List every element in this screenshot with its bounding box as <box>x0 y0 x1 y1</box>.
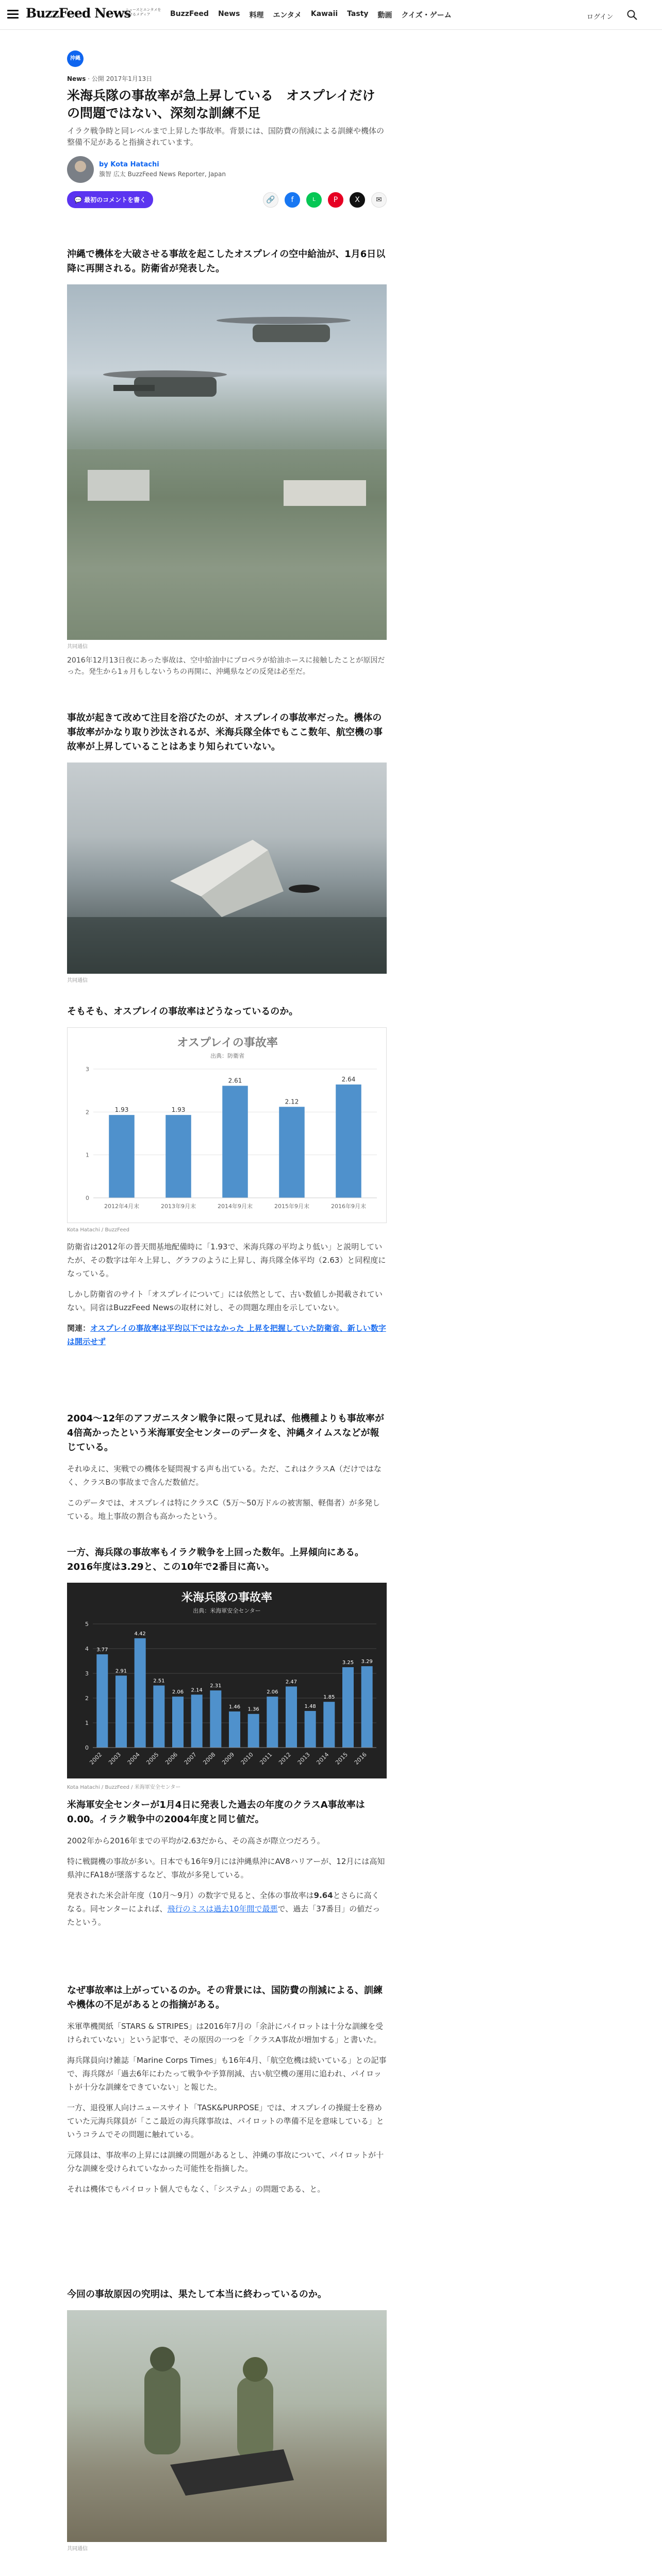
site-logo[interactable]: BuzzFeed News <box>26 6 131 21</box>
bar <box>323 1702 335 1748</box>
data-label: 3.77 <box>96 1647 108 1653</box>
x-tick-label: 2005 <box>145 1751 160 1766</box>
article-column <box>67 30 387 208</box>
osprey-refuel-photo <box>67 284 387 640</box>
wreckage-image <box>67 762 387 974</box>
data-label: 1.93 <box>114 1106 129 1114</box>
data-label: 2.91 <box>115 1668 127 1674</box>
body-paragraph: 2002年から2016年までの平均が2.63だから、その高さが際立つだろう。 <box>67 1836 325 1845</box>
data-label: 4.42 <box>134 1631 146 1637</box>
bar <box>229 1711 240 1748</box>
bar <box>267 1697 278 1748</box>
pinterest-icon[interactable]: P <box>328 192 343 208</box>
comment-button[interactable]: 💬 最初のコメントを書く <box>67 191 153 208</box>
p8-part-a: 発表された米会計年度（10月〜9月）の数字で見ると、全体の事故率は <box>67 1891 314 1900</box>
x-tick-label: 2006 <box>164 1751 179 1766</box>
y-tick-label: 3 <box>86 1066 89 1073</box>
bar <box>191 1694 203 1748</box>
data-label: 2.51 <box>153 1678 165 1684</box>
data-label: 1.36 <box>247 1706 259 1713</box>
chart-title: 米海兵隊の事故率 <box>181 1591 273 1604</box>
soldiers-photo <box>67 2310 387 2542</box>
data-label: 2.06 <box>172 1689 184 1696</box>
facebook-icon[interactable]: f <box>285 192 300 208</box>
body-paragraph: しかし防衛省のサイト「オスプレイについて」には依然として、古い数値しか掲載されていない。同省はBuzzFeed Newsの取材に対し、その問題な理由を示していない。 <box>67 1290 383 1312</box>
x-tick-label: 2007 <box>183 1751 198 1766</box>
p8-link[interactable]: 飛行のミスは過去10年間で最悪 <box>167 1904 278 1913</box>
x-tick-label: 2003 <box>107 1751 123 1766</box>
mail-icon[interactable]: ✉ <box>371 192 387 208</box>
section-label[interactable]: News <box>67 75 86 82</box>
body-paragraph: このデータでは、オスプレイは特にクラスC（5万〜50万ドルの被害額、軽傷者）が多発している。地上事故の割合も高かったという。 <box>67 1498 380 1521</box>
nav-item-quiz[interactable]: クイズ・ゲーム <box>401 11 452 20</box>
related-inline-link[interactable]: オスプレイの事故率は平均以下ではなかった 上昇を把握していた防衛省、新しい数字は開示せず <box>67 1324 386 1346</box>
bar <box>115 1675 127 1748</box>
data-label: 2.61 <box>228 1077 242 1084</box>
y-tick-label: 0 <box>85 1744 89 1751</box>
x-tick-label: 2009 <box>221 1751 236 1766</box>
related-inline <box>67 1321 387 1348</box>
x-tick-label: 2015年9月末 <box>274 1203 309 1210</box>
section-7 <box>67 1984 387 2196</box>
logo-tagline: ニュースとエンタメを届けるメディア <box>125 8 161 16</box>
data-label: 2.31 <box>210 1683 222 1689</box>
body-paragraph: 一方、退役軍人向けニュースサイト「TASK&PURPOSE」では、オスプレイの操縦士を務めていた元海兵隊員が「ここ最近の海兵隊事故は、パイロットの準備不足を意味している」というコラムでその問題に触れている。 <box>67 2103 384 2139</box>
article-title: 米海兵隊の事故率が急上昇している オスプレイだけの問題ではない、深刻な訓練不足 <box>67 88 375 121</box>
bar <box>172 1697 184 1748</box>
photo-credit: 共同通信 <box>67 644 88 650</box>
crash-site-photo <box>67 762 387 974</box>
x-tick-label: 2015 <box>334 1751 350 1766</box>
bar <box>305 1711 316 1748</box>
data-label: 1.93 <box>171 1106 186 1114</box>
x-tick-label: 2004 <box>126 1751 141 1766</box>
x-tick-label: 2016年9月末 <box>331 1203 366 1210</box>
data-label: 1.46 <box>228 1704 241 1710</box>
comment-button-label: 最初のコメントを書く <box>84 196 146 204</box>
section-1 <box>67 247 387 677</box>
y-tick-label: 1 <box>85 1720 89 1726</box>
related-inline-label: 関連： <box>67 1324 91 1333</box>
x-tick-label: 2012年4月末 <box>104 1203 139 1210</box>
marine-accident-rate-chart <box>67 1583 387 1778</box>
nav-item-news[interactable]: News <box>218 10 240 18</box>
y-tick-label: 5 <box>85 1621 89 1628</box>
data-label: 2.06 <box>267 1689 278 1696</box>
bar <box>222 1086 248 1198</box>
data-label: 1.48 <box>304 1703 316 1709</box>
y-tick-label: 0 <box>86 1195 89 1201</box>
body-paragraph: 米軍準機関紙「STARS & STRIPES」は2016年7月の「余計にパイロットは十分な訓練を受けられていない」という記事で、その原因の一つを「クラスA事故が増加する」と書いた。 <box>67 2022 383 2044</box>
bar <box>96 1654 108 1748</box>
author-role: 籏智 広太 BuzzFeed News Reporter, Japan <box>99 171 226 178</box>
body-paragraph: 特に戦闘機の事故が多い。日本でも16年9月には沖縄県沖にAV8ハリアーが、12月には高知県沖にFA18が墜落するなど、事故が多発している。 <box>67 1857 385 1879</box>
p8-part-c: とさらに高くなる。同センターによれば、 <box>67 1891 379 1913</box>
data-label: 2.64 <box>341 1076 356 1083</box>
share-icons <box>263 192 387 208</box>
body-paragraph: 防衛省は2012年の普天間基地配備時に「1.93で、米海兵隊の平均より低い」と説明していたが、その数字は年々上昇し、グラフのように上昇し、海兵隊全体平均（2.63）と同程度になっている。 <box>67 1242 386 1278</box>
photo-credit: 共同通信 <box>67 2546 88 2552</box>
bar <box>336 1084 361 1198</box>
bar <box>166 1115 191 1198</box>
x-tick-label: 2008 <box>202 1751 217 1766</box>
lead-paragraph: 今回の事故原因の究明は、果たして本当に終わっているのか。 <box>67 2289 327 2300</box>
menu-icon[interactable] <box>7 10 19 19</box>
lead-paragraph: 一方、海兵隊の事故率もイラク戦争を上回った数年。上昇傾向にある。2016年度は3.29と、この10年で2番目に高い。 <box>67 1547 364 1572</box>
section-4 <box>67 1412 387 1523</box>
body-paragraph <box>67 1889 387 1929</box>
lead-paragraph: 米海軍安全センターが1月4日に発表した過去の年度のクラスA事故率は0.00。イラク戦争中の2004年度と同じ値だ。 <box>67 1800 365 1825</box>
data-label: 2.47 <box>285 1679 297 1685</box>
nav-item-food[interactable]: 料理 <box>249 11 264 20</box>
photo-credit: 共同通信 <box>67 978 88 984</box>
x-tick-label: 2012 <box>277 1751 293 1766</box>
body-paragraph: それは機体でもパイロット個人でもなく、「システム」の問題である、と。 <box>67 2184 325 2194</box>
login-link[interactable]: ログイン <box>587 13 614 21</box>
nav-item-entertainment[interactable]: エンタメ <box>273 11 302 20</box>
bar <box>361 1666 373 1748</box>
y-tick-label: 2 <box>85 1695 89 1702</box>
bar <box>286 1686 297 1748</box>
p8-part-d: で、過去「37番目」の値だったという。 <box>67 1904 380 1927</box>
p8-rate: 9.64 <box>313 1891 333 1900</box>
y-tick-label: 1 <box>86 1151 89 1159</box>
section-2 <box>67 711 387 984</box>
lead-paragraph: 沖縄で機体を大破させる事故を起こしたオスプレイの空中給油が、1月6日以降に再開される。防衛省が発表した。 <box>67 249 386 274</box>
chart-subtitle: 出典：米海軍安全センター <box>193 1607 261 1614</box>
section-5 <box>67 1546 387 1790</box>
data-label: 2.12 <box>285 1098 299 1106</box>
share-bar <box>67 191 387 208</box>
chart-credit: Kota Hatachi / BuzzFeed / 米海軍安全センター <box>67 1785 181 1790</box>
x-tick-label: 2011 <box>258 1751 274 1766</box>
top-navigation-bar <box>0 0 662 30</box>
body-paragraph: それゆえに、実戦での機体を疑問視する声も出ている。ただ、これはクラスA（だけではなく、クラスBの事故まで含んだ数値だ。 <box>67 1464 382 1487</box>
x-tick-label: 2016 <box>353 1751 368 1766</box>
bar <box>135 1638 146 1748</box>
article-dek: イラク戦争時と同レベルまで上昇した事故率。背景には、国防費の削減による訓練や機体の整備不足があると指摘されています。 <box>67 126 385 147</box>
x-tick-label: 2013 <box>296 1751 311 1766</box>
lead-paragraph: なぜ事故率は上がっているのか。その背景には、国防費の削減による、訓練や機体の不足があるとの指摘がある。 <box>67 1985 383 2010</box>
chart-credit: Kota Hatachi / BuzzFeed <box>67 1227 129 1233</box>
y-tick-label: 4 <box>85 1646 89 1652</box>
article-meta: News · 公開 2017年1月13日 <box>67 75 153 82</box>
y-tick-label: 3 <box>85 1670 89 1677</box>
lead-paragraph: 2004〜12年のアフガニスタン戦争に限って見れば、他機種よりも事故率が4倍高かったという米海軍安全センターのデータを、沖縄タイムスなどが報じている。 <box>67 1413 384 1453</box>
section-8 <box>67 2287 387 2552</box>
osprey-aircraft-image <box>67 284 387 640</box>
x-icon[interactable]: X <box>350 192 365 208</box>
soldiers-image <box>67 2310 387 2542</box>
lead-paragraph: 事故が起きて改めて注目を浴びたのが、オスプレイの事故率だった。機体の事故率がかなり取り沙汰されるが、米海兵隊全体でもここ数年、航空機の事故率が上昇していることはあまり知られていない。 <box>67 713 383 752</box>
data-label: 3.25 <box>342 1660 354 1666</box>
bar <box>342 1667 354 1748</box>
x-tick-label: 2002 <box>88 1751 104 1766</box>
data-label: 2.14 <box>191 1687 203 1693</box>
x-tick-label: 2014 <box>315 1751 330 1766</box>
nav-item-tasty[interactable]: Tasty <box>347 10 369 18</box>
author-name[interactable]: by Kota Hatachi <box>99 161 159 168</box>
y-tick-label: 2 <box>86 1109 89 1116</box>
topic-badge[interactable]: 沖縄 <box>67 50 84 67</box>
bar <box>210 1690 221 1748</box>
author-avatar[interactable] <box>67 156 94 183</box>
bar <box>248 1714 259 1748</box>
data-label: 1.85 <box>323 1694 335 1701</box>
publish-date: 公開 2017年1月13日 <box>91 75 153 82</box>
chart-title: オスプレイの事故率 <box>177 1037 278 1049</box>
nav-item-kawaii[interactable]: Kawaii <box>310 10 338 18</box>
section-3 <box>67 1005 387 1348</box>
lead-paragraph: そもそも、オスプレイの事故率はどうなっているのか。 <box>67 1006 299 1017</box>
x-tick-label: 2014年9月末 <box>218 1203 253 1210</box>
x-tick-label: 2013年9月末 <box>161 1203 196 1210</box>
osprey-accident-rate-chart <box>67 1027 387 1223</box>
photo-caption: 2016年12月13日夜にあった事故は、空中給油中にプロペラが給油ホースに接触したことが原因だった。発生から1ヵ月もしないうちの再開に、沖縄県などの反発は必至だ。 <box>67 656 385 676</box>
bar <box>109 1115 135 1198</box>
line-icon[interactable]: L <box>306 192 322 208</box>
body-paragraph: 海兵隊員向け雑誌「Marine Corps Times」も16年4月、「航空危機は続いている」との記事で、海兵隊が「過去6年にわたって戦争や予算削減、古い航空機の運用に追われ、パイロットが十分な訓練をできていない」と報じた。 <box>67 2056 387 2092</box>
bar <box>279 1107 305 1198</box>
primary-nav <box>170 10 452 20</box>
body-paragraph: 元隊員は、事故率の上昇には訓練の問題があるとし、沖縄の事故について、パイロットが十分な訓練を受けられていなかった可能性を指摘した。 <box>67 2150 384 2173</box>
data-label: 3.29 <box>361 1659 373 1665</box>
nav-item-buzzfeed[interactable]: BuzzFeed <box>170 10 209 18</box>
bar <box>153 1686 164 1748</box>
search-icon[interactable] <box>626 9 638 21</box>
chart-subtitle: 出典：防衛省 <box>210 1053 244 1059</box>
x-tick-label: 2010 <box>239 1751 255 1766</box>
section-6 <box>67 1798 387 1929</box>
byline <box>67 156 387 183</box>
nav-item-video[interactable]: 動画 <box>377 11 392 20</box>
link-icon[interactable]: 🔗 <box>263 192 278 208</box>
